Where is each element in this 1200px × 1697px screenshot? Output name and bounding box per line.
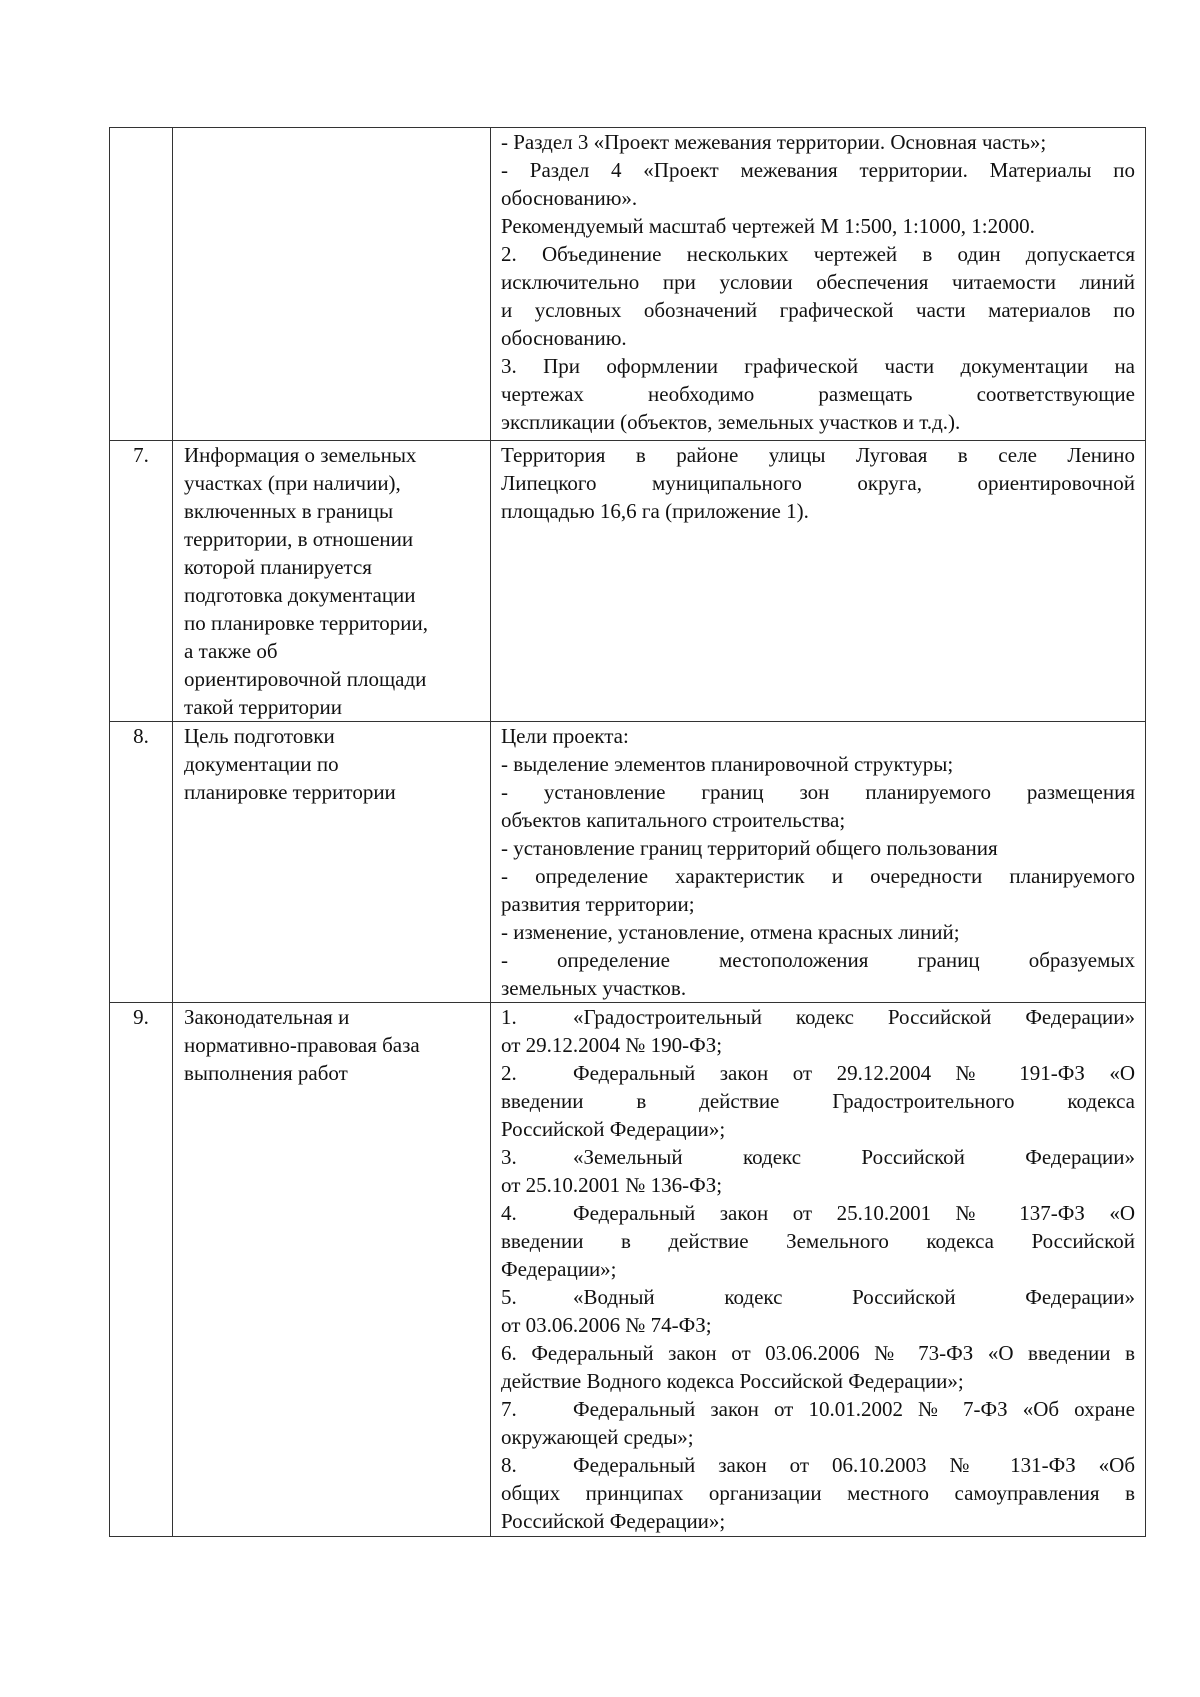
list-item-number: 5. <box>501 1285 517 1309</box>
content-line: - установление границ территорий общего пользования <box>501 836 998 860</box>
list-item-line: введении в действие Градостроительного кодекса <box>501 1089 1135 1113</box>
label-line: ориентировочной площади <box>184 667 427 691</box>
label-line: нормативно-правовая база <box>184 1033 420 1057</box>
list-item-number: 4. <box>501 1201 517 1225</box>
list-item-line: от 25.10.2001 № 136-ФЗ; <box>501 1173 723 1197</box>
label-line: Законодательная и <box>184 1005 350 1029</box>
row-number: 8. <box>133 724 149 748</box>
content-line: исключительно при условии обеспечения читаемости линий <box>501 270 1135 294</box>
list-item-title: Федеральный закон от 10.01.2002 № 7-ФЗ «Об охране <box>573 1397 1135 1421</box>
list-item-line: окружающей среды»; <box>501 1425 694 1449</box>
list-item-title: Федеральный закон от 25.10.2001 № 137-ФЗ «О <box>573 1201 1135 1225</box>
list-item-line: от 29.12.2004 № 190-ФЗ; <box>501 1033 723 1057</box>
content-line: Цели проекта: <box>501 724 629 748</box>
row-content-cell <box>491 128 1146 441</box>
table-body <box>110 128 1146 1537</box>
table-row <box>110 1003 1146 1537</box>
list-item <box>501 1283 1135 1339</box>
list-item-number: 1. <box>501 1005 517 1029</box>
list-item-line: введении в действие Земельного кодекса Российской <box>501 1229 1135 1253</box>
content-line: 3. При оформлении графической части документации на <box>501 354 1135 378</box>
list-item <box>501 1059 1135 1143</box>
row-number: 9. <box>133 1005 149 1029</box>
list-item-title: «Водный кодекс Российской Федерации» <box>573 1285 1135 1309</box>
list-item-number: 3. <box>501 1145 517 1169</box>
content-line: экспликации (объектов, земельных участков и т.д.). <box>501 410 961 434</box>
label-line: по планировке территории, <box>184 611 429 635</box>
content-line: - Раздел 3 «Проект межевания территории. Основная часть»; <box>501 130 1047 154</box>
content-line: и условных обозначений графической части материалов по <box>501 298 1135 322</box>
row-number-cell <box>110 1003 173 1537</box>
table-row <box>110 441 1146 722</box>
label-line: планировке территории <box>184 780 396 804</box>
row-label-cell <box>173 1003 491 1537</box>
label-line: Информация о земельных <box>184 443 417 467</box>
label-line: а также об <box>184 639 278 663</box>
row-label-cell <box>173 441 491 722</box>
row-number-cell <box>110 128 173 441</box>
row-label-cell <box>173 128 491 441</box>
content-line: - изменение, установление, отмена красных линий; <box>501 920 960 944</box>
content-line: чертежах необходимо размещать соответствующие <box>501 382 1135 406</box>
list-item-line: Федерации»; <box>501 1257 617 1281</box>
list-item-head <box>501 1059 1135 1087</box>
list-item-title: 6. Федеральный закон от 03.06.2006 № 73-ФЗ «О введении в <box>501 1341 1135 1365</box>
row-content-cell <box>491 722 1146 1003</box>
list-item-head <box>501 1003 1135 1031</box>
content-line: обоснованию. <box>501 326 627 350</box>
list-item-number: 2. <box>501 1061 517 1085</box>
content-line: - определение местоположения границ образуемых <box>501 948 1135 972</box>
list-item-title: Федеральный закон от 29.12.2004 № 191-ФЗ «О <box>573 1061 1135 1085</box>
list-item-number: 8. <box>501 1453 517 1477</box>
row-content-cell <box>491 441 1146 722</box>
content-line: площадью 16,6 га (приложение 1). <box>501 499 809 523</box>
list-item-head <box>501 1143 1135 1171</box>
list-item <box>501 1143 1135 1199</box>
content-line: обоснованию». <box>501 186 638 210</box>
content-line: объектов капитального строительства; <box>501 808 846 832</box>
content-line: - Раздел 4 «Проект межевания территории. Материалы по <box>501 158 1135 182</box>
list-item-title: «Земельный кодекс Российской Федерации» <box>573 1145 1135 1169</box>
label-line: документации по <box>184 752 339 776</box>
list-item-title: «Градостроительный кодекс Российской Федерации» <box>573 1005 1135 1029</box>
content-line: Липецкого муниципального округа, ориентировочной <box>501 471 1135 495</box>
table-row <box>110 722 1146 1003</box>
label-line: Цель подготовки <box>184 724 335 748</box>
label-line: территории, в отношении <box>184 527 414 551</box>
row-number-cell <box>110 722 173 1003</box>
list-item-title: Федеральный закон от 06.10.2003 № 131-ФЗ «Об <box>573 1453 1135 1477</box>
content-line: - выделение элементов планировочной структуры; <box>501 752 954 776</box>
content-line: Территория в районе улицы Луговая в селе Ленино <box>501 443 1135 467</box>
row-number-cell <box>110 441 173 722</box>
document-table <box>109 127 1146 1537</box>
list-item <box>501 1003 1135 1059</box>
label-line: которой планируется <box>184 555 372 579</box>
row-label-cell <box>173 722 491 1003</box>
content-line: Рекомендуемый масштаб чертежей М 1:500, 1:1000, 1:2000. <box>501 214 1035 238</box>
list-item-head <box>501 1451 1135 1479</box>
list-item-line: действие Водного кодекса Российской Федерации»; <box>501 1369 964 1393</box>
content-line: - определение характеристик и очередности планируемого <box>501 864 1135 888</box>
content-line: земельных участков. <box>501 976 687 1000</box>
list-item-number: 7. <box>501 1397 517 1421</box>
label-line: подготовка документации <box>184 583 416 607</box>
label-line: выполнения работ <box>184 1061 348 1085</box>
row-number: 7. <box>133 443 149 467</box>
list-item <box>501 1395 1135 1451</box>
list-item-head <box>501 1283 1135 1311</box>
content-line: развития территории; <box>501 892 695 916</box>
content-line: - установление границ зон планируемого размещения <box>501 780 1135 804</box>
list-item-line: общих принципах организации местного самоуправления в <box>501 1481 1135 1505</box>
label-line: такой территории <box>184 695 342 719</box>
list-item-line: Российской Федерации»; <box>501 1509 726 1533</box>
list-item <box>501 1451 1135 1535</box>
list-item <box>501 1199 1135 1283</box>
list-item-line: Российской Федерации»; <box>501 1117 726 1141</box>
list-item-head <box>501 1395 1135 1423</box>
table-row <box>110 128 1146 441</box>
label-line: участках (при наличии), <box>184 471 401 495</box>
list-item <box>501 1339 1135 1395</box>
list-item-line: от 03.06.2006 № 74-ФЗ; <box>501 1313 712 1337</box>
row-content-cell <box>491 1003 1146 1537</box>
label-line: включенных в границы <box>184 499 394 523</box>
list-item-head <box>501 1199 1135 1227</box>
content-line: 2. Объединение нескольких чертежей в один допускается <box>501 242 1135 266</box>
